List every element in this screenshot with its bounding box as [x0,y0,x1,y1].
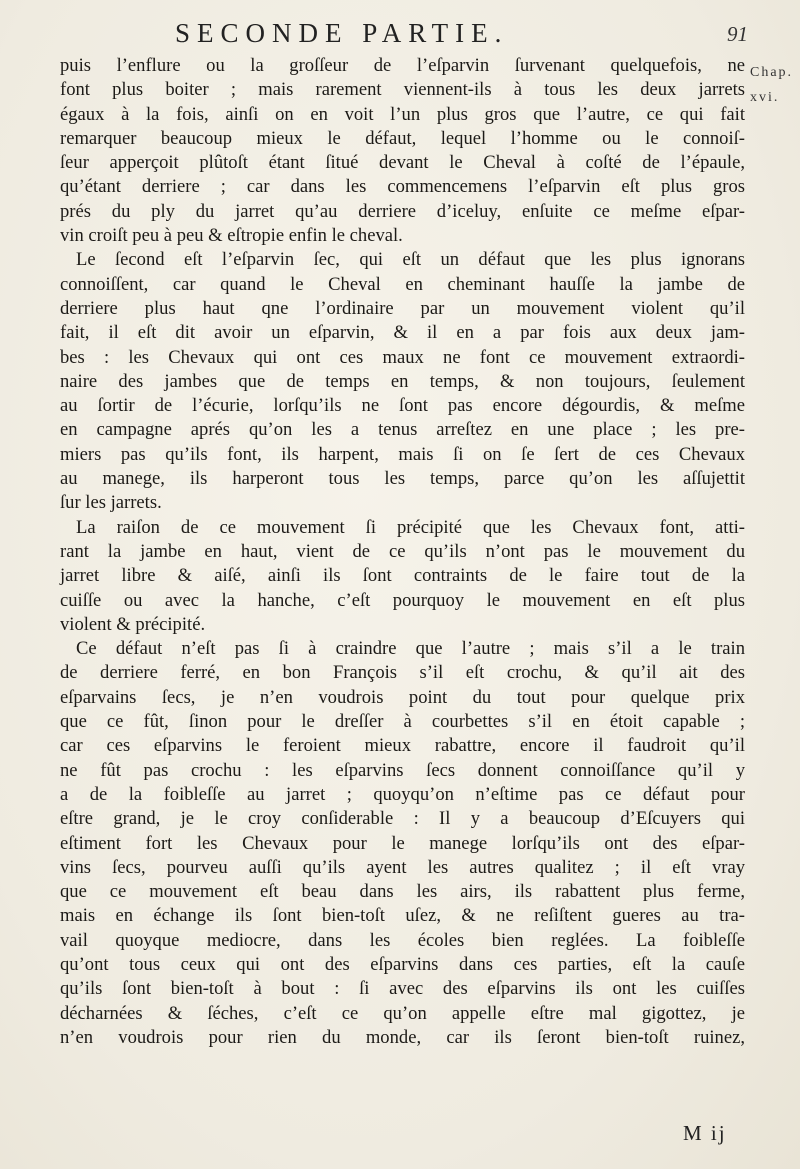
text-line: égaux à la fois, ainſi on en voit l’un plus gros que l’autre, ce qui fait [60,103,745,125]
text-line: qu’ont tous ceux qui ont des eſparvins dans ces parties, eſt la cauſe [60,953,745,975]
text-line: de derriere ferré, en bon François s’il eſt crochu, & qu’il ait des [60,662,745,684]
text-line: a de la foibleſſe au jarret ; quoyqu’on n’eſtime pas ce défaut pour [60,783,745,805]
text-line: ſeur apperçoit plûtoſt étant ſitué devant le Cheval à coſté de l’épaule, [60,152,745,174]
page-number: 91 [727,22,748,46]
text-line: ne fût pas crochu : les eſparvins ſecs donnent connoiſſance qu’il y [60,759,745,781]
text-line: au ſortir de l’écurie, lorſqu’ils ne ſont pas encore dégourdis, & meſme [60,395,745,417]
body-text [60,54,745,1050]
text-line: bes : les Chevaux qui ont ces maux ne font ce mouvement extraordi- [60,346,745,368]
text-line: fait, il eſt dit avoir un eſparvin, & il en a par fois aux deux jam- [60,322,745,344]
text-line: prés du ply du jarret qu’au derriere d’iceluy, enſuite ce meſme eſpar- [60,200,745,222]
chapter-margin-note [750,60,800,110]
signature-mark: M ij [683,1121,727,1145]
text-line: remarquer beaucoup mieux le défaut, lequel l’homme ou le connoiſ- [60,127,745,149]
text-line: connoiſſent, car quand le Cheval en cheminant hauſſe la jambe de [60,273,745,295]
text-line: vail quoyque mediocre, dans les écoles bien reglées. La foibleſſe [60,929,745,951]
text-line: décharnées & ſéches, c’eſt ce qu’on appelle eſtre mal gigottez, je [60,1002,745,1024]
text-line: qu’ils ſont bien-toſt à bout : ſi avec des eſparvins ils ont les cuiſſes [60,978,745,1000]
text-line: eſtiment fort les Chevaux pour le manege lorſqu’ils ont des eſpar- [60,832,745,854]
text-line: cuiſſe ou avec la hanche, c’eſt pourquoy le mouvement en eſt plus [60,589,745,611]
text-line: mais en échange ils ſont bien-toſt uſez, & ne reſiſtent gueres au tra- [60,905,745,927]
text-line: violent & précipité. [60,613,206,635]
text-line: jarret libre & aiſé, ainſi ils ſont contraints de le faire tout de la [60,565,745,587]
text-line: miers pas qu’ils font, ils harpent, mais ſi on ſe ſert de ces Chevaux [60,443,745,465]
text-line: vins ſecs, pourveu auſſi qu’ils ayent les autres qualitez ; il eſt vray [60,856,745,878]
text-line: car ces eſparvins le feroient mieux rabattre, encore il faudroit qu’il [60,735,745,757]
text-line: n’en voudrois pour rien du monde, car ils ſeront bien-toſt ruinez, [60,1026,745,1048]
text-line: au manege, ils harperont tous les temps, parce qu’on les aſſujettit [60,468,745,490]
text-line: eſparvains ſecs, je n’en voudrois point du tout pour quelque prix [60,686,745,708]
text-line: naire des jambes que de temps en temps, & non toujours, ſeulement [60,370,745,392]
text-line: Ce défaut n’eſt pas ſi à craindre que l’autre ; mais s’il a le train [76,638,745,660]
text-line: eſtre grand, je le croy conſiderable : Il y a beaucoup d’Eſcuyers qui [60,808,745,830]
text-line: vin croiſt peu à peu & eſtropie enfin le cheval. [60,225,403,247]
running-head: SECONDE PARTIE. [175,18,509,48]
text-line: Le ſecond eſt l’eſparvin ſec, qui eſt un défaut que les plus ignorans [76,249,745,271]
chapter-label: Chap. [750,65,794,80]
text-line: La raiſon de ce mouvement ſi précipité que les Chevaux font, atti- [76,516,745,538]
text-line: puis l’enflure ou la groſſeur de l’eſparvin ſurvenant quelquefois, ne [60,55,745,76]
text-line: qu’étant derriere ; car dans les commencemens l’eſparvin eſt plus gros [60,176,745,198]
chapter-number: xvi. [750,90,780,105]
text-line: que ce fût, ſinon pour le dreſſer à courbettes s’il en étoit capable ; [60,711,745,733]
text-line: en campagne aprés qu’on les a tenus arreſtez en une place ; les pre- [60,419,745,441]
text-line: derriere plus haut qne l’ordinaire par un mouvement violent qu’il [60,297,745,319]
text-line: ſur les jarrets. [60,492,162,514]
text-line: rant la jambe en haut, vient de ce qu’ils n’ont pas le mouvement du [60,540,745,562]
text-line: que ce mouvement eſt beau dans les airs, ils rabattent plus ferme, [60,881,745,903]
text-line: font plus boiter ; mais rarement viennent-ils à tous les deux jarrets [60,79,745,101]
